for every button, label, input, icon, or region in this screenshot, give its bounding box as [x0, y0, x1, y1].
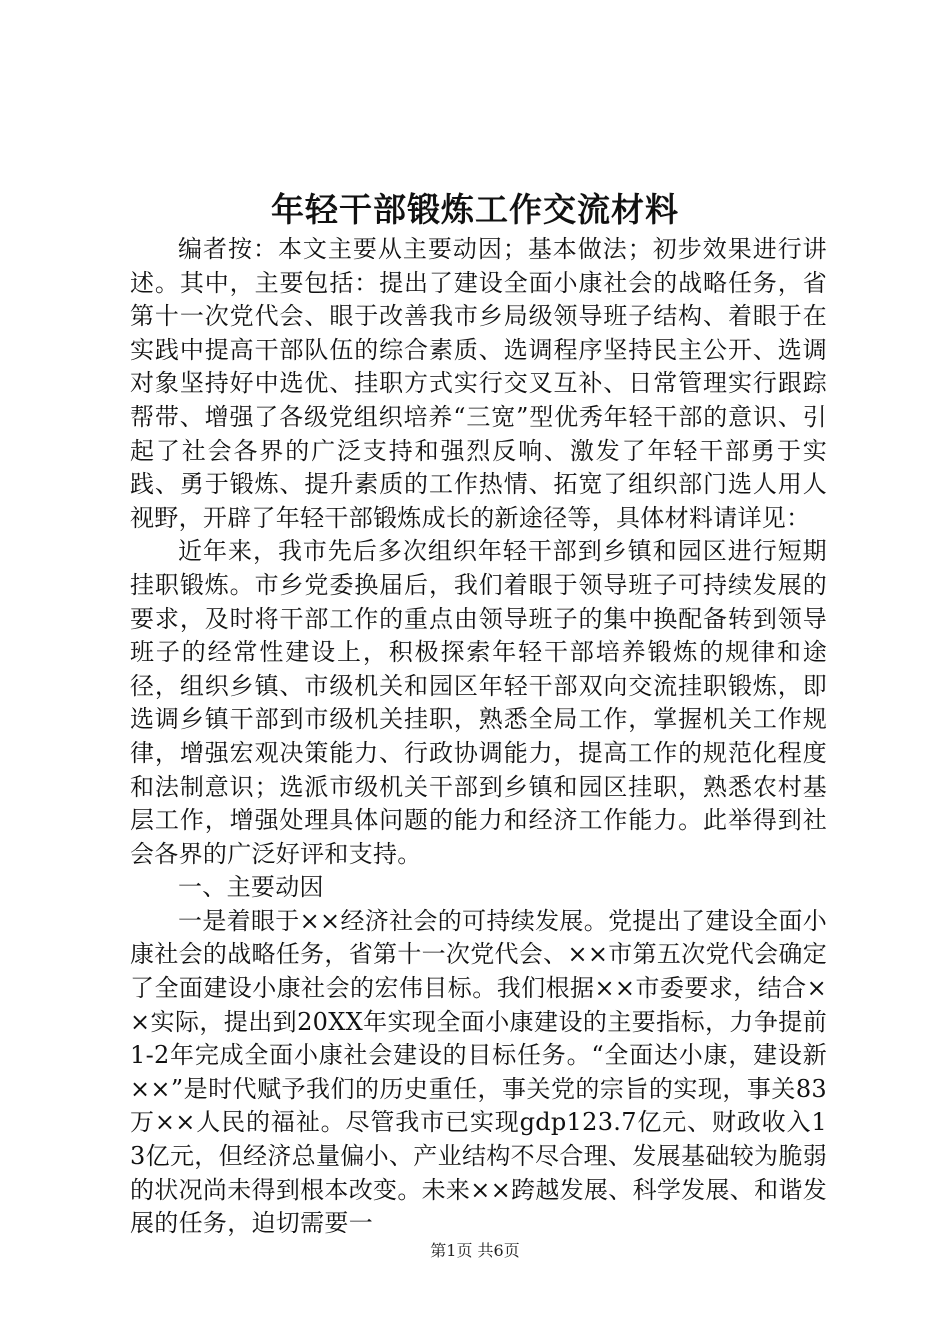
intro-paragraph: 近年来，我市先后多次组织年轻干部到乡镇和园区进行短期挂职锻炼。市乡党委换届后，我们着眼于领导班子可持续发展的要求，及时将干部工作的重点由领导班子的集中换配备转到领导班子的经常性建设上，积极探索年轻干部培养锻炼的规律和途径，组织乡镇、市级机关和园区年轻干部双向交流挂职锻炼，即选调乡镇干部到市级机关挂职，熟悉全局工作，掌握机关工作规律，增强宏观决策能力、行政协调能力，提高工作的规范化程度和法制意识；选派市级机关干部到乡镇和园区挂职，熟悉农村基层工作，增强处理具体问题的能力和经济工作能力。此举得到社会各界的广泛好评和支持。	[130, 537, 827, 868]
document-body	[130, 233, 827, 1241]
editor-note-paragraph: 编者按：本文主要从主要动因；基本做法；初步效果进行讲述。其中，主要包括：提出了建设全面小康社会的战略任务，省第十一次党代会、眼于改善我市乡局级领导班子结构、着眼于在实践中提高干部队伍的综合素质、选调程序坚持民主公开、选调对象坚持好中选优、挂职方式实行交叉互补、日常管理实行跟踪帮带、增强了各级党组织培养“三宽”型优秀年轻干部的意识、引起了社会各界的广泛支持和强烈反响、激发了年轻干部勇于实践、勇于锻炼、提升素质的工作热情、拓宽了组织部门选人用人视野，开辟了年轻干部锻炼成长的新途径等，具体材料请详见：	[130, 235, 827, 532]
document-title: 年轻干部锻炼工作交流材料	[271, 190, 679, 229]
body-paragraph: 一是着眼于××经济社会的可持续发展。党提出了建设全面小康社会的战略任务，省第十一次党代会、××市第五次党代会确定了全面建设小康社会的宏伟目标。我们根据××市委要求，结合××实际，提出到20XX年实现全面小康建设的主要指标，力争提前1-2年完成全面小康社会建设的目标任务。“全面达小康，建设新××”是时代赋予我们的历史重任，事关党的宗旨的实现，事关83万××人民的福祉。尽管我市已实现gdp123.7亿元、财政收入13亿元，但经济总量偏小、产业结构不尽合理、发展基础较为脆弱的状况尚未得到根本改变。未来××跨越发展、科学发展、和谐发展的任务，迫切需要一	[130, 906, 827, 1238]
page-footer: 第1页 共6页	[430, 1241, 520, 1260]
section-heading: 一、主要动因	[178, 873, 324, 902]
